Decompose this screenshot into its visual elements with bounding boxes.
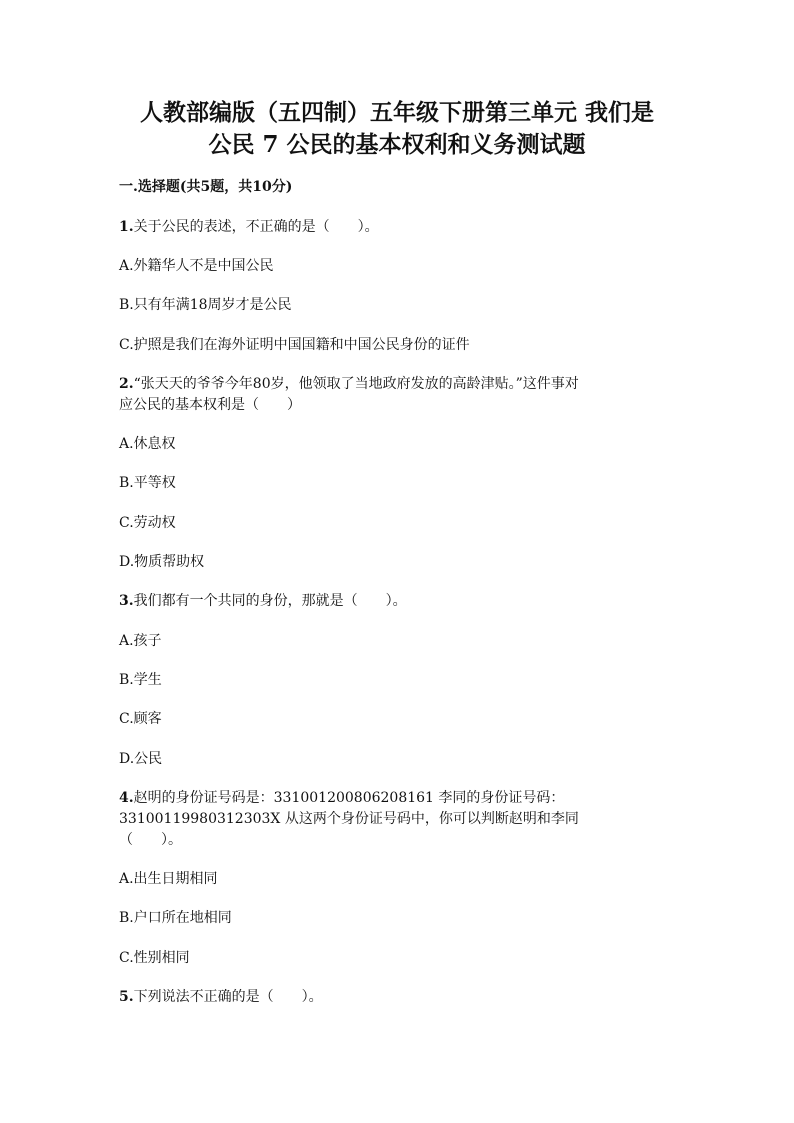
option-3c: C.顾客	[119, 711, 162, 727]
question-number: 1.	[119, 219, 134, 235]
question-text: 下列说法不正确的是（ ）。	[133, 989, 323, 1005]
page-title-line-1: 人教部编版（五四制）五年级下册第三单元 我们是	[139, 99, 654, 126]
option-4a: A.出生日期相同	[119, 871, 218, 887]
option-1b: B.只有年满18周岁才是公民	[119, 297, 292, 313]
option-4b: B.户口所在地相同	[119, 910, 232, 926]
option-2b: B.平等权	[119, 475, 176, 491]
question-number: 3.	[119, 593, 134, 609]
question-4-line-3: （ ）。	[119, 832, 182, 848]
option-2a: A.休息权	[119, 436, 176, 452]
option-3b: B.学生	[119, 672, 162, 688]
option-2c: C.劳动权	[119, 515, 176, 531]
question-4	[119, 789, 684, 808]
option-3d: D.公民	[119, 751, 163, 767]
question-text-line-1: “张天天的爷爷今年80岁，他领取了当地政府发放的高龄津贴。”这件事对	[133, 376, 579, 392]
question-4-line-2: 33100119980312303X 从这两个身份证号码中，你可以判断赵明和李同	[119, 811, 579, 827]
option-2d: D.物质帮助权	[119, 554, 205, 570]
question-text-line-1: 赵明的身份证号码是：331001200806208161 李同的身份证号码：	[133, 790, 565, 806]
question-2-line-2: 应公民的基本权利是（ ）	[119, 397, 301, 413]
question-text: 我们都有一个共同的身份，那就是（ ）。	[133, 593, 407, 609]
option-1c: C.护照是我们在海外证明中国国籍和中国公民身份的证件	[119, 337, 470, 353]
section-heading: 一.选择题(共5题，共10分)	[119, 179, 293, 195]
question-number: 4.	[119, 790, 134, 806]
option-4c: C.性别相同	[119, 950, 190, 966]
question-3	[119, 592, 684, 611]
question-text: 关于公民的表述，不正确的是（ ）。	[133, 219, 379, 235]
question-5	[119, 988, 684, 1007]
page-title-line-2: 公民 7 公民的基本权利和义务测试题	[208, 131, 586, 158]
question-2	[119, 375, 684, 394]
question-number: 5.	[119, 989, 134, 1005]
option-1a: A.外籍华人不是中国公民	[119, 258, 274, 274]
question-1	[119, 218, 684, 237]
question-number: 2.	[119, 376, 134, 392]
option-3a: A.孩子	[119, 633, 162, 649]
